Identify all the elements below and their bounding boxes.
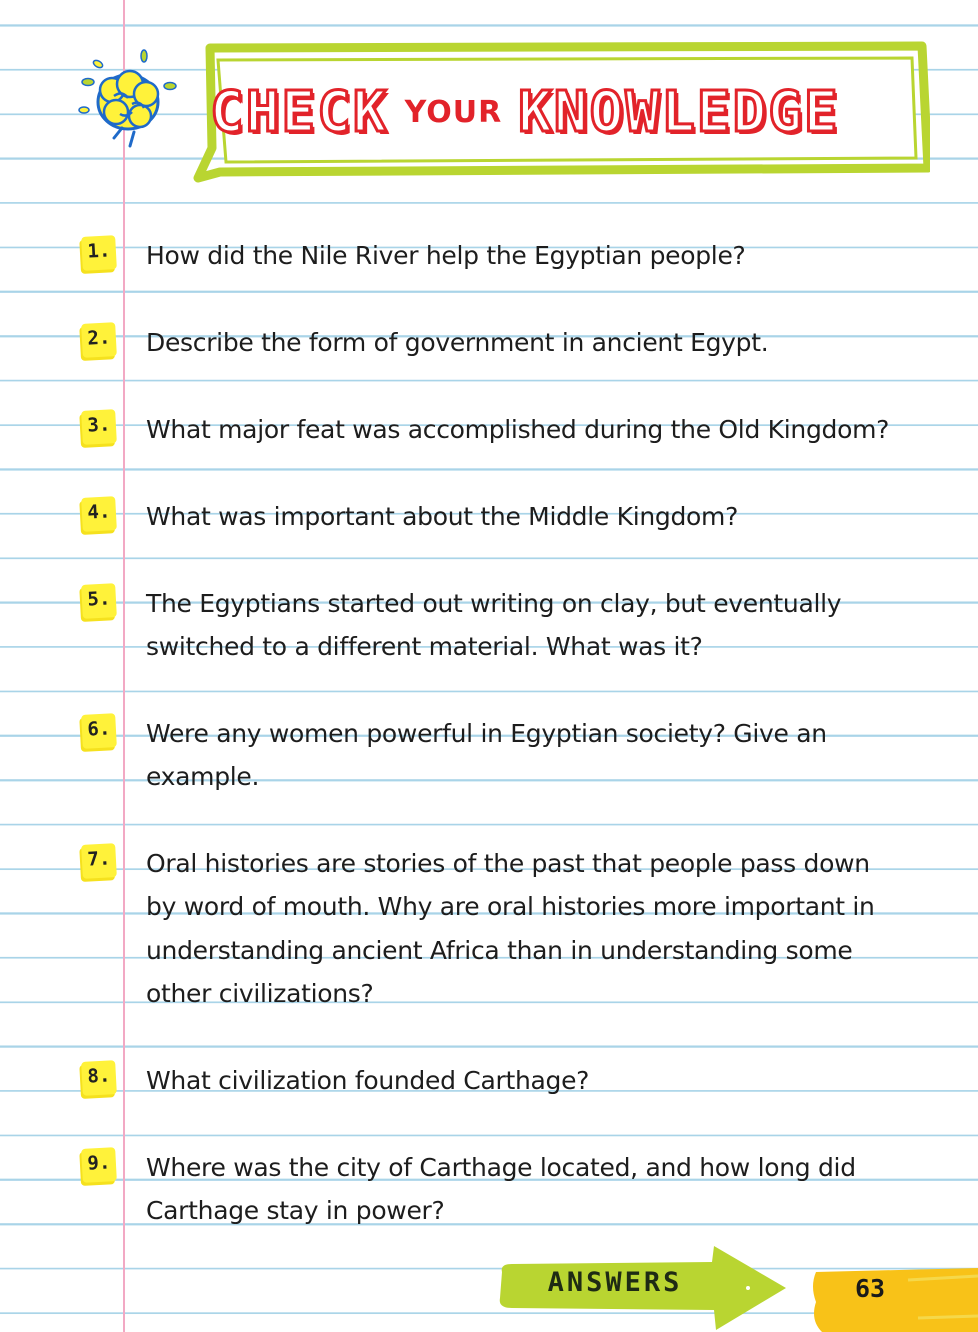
question-text: Were any women powerful in Egyptian society? Give an example.: [146, 719, 827, 792]
brain-icon: [70, 46, 190, 156]
page-number-tab: [808, 1262, 978, 1332]
question-number-badge: 2.: [81, 322, 117, 358]
question-number-badge: 1.: [81, 235, 117, 271]
question-number-badge: 6.: [81, 713, 117, 749]
page-title: [210, 62, 910, 162]
question-number-badge: 4.: [81, 496, 117, 532]
question-text: What was important about the Middle Kingdom?: [146, 502, 739, 531]
margin-line: [123, 0, 125, 1332]
question-text: What major feat was accomplished during the Old Kingdom?: [146, 415, 890, 444]
title-your: YOUR: [404, 94, 503, 130]
title-knowledge: KNOWLEDGE: [518, 79, 840, 145]
question-text: What civilization founded Carthage?: [146, 1066, 590, 1095]
question-number-badge: 3.: [81, 409, 117, 445]
answers-link[interactable]: [490, 1242, 790, 1332]
answers-label[interactable]: ANSWERS: [547, 1267, 683, 1298]
page-number: 63: [854, 1274, 886, 1303]
question-text: Describe the form of government in ancient Egypt.: [146, 328, 769, 357]
question-text: Where was the city of Carthage located, and how long did Carthage stay in power?: [146, 1153, 856, 1226]
question-text: The Egyptians started out writing on clay, but eventually switched to a different material. What was it?: [146, 589, 842, 662]
question-text: How did the Nile River help the Egyptian people?: [146, 241, 746, 270]
title-check: CHECK: [210, 79, 389, 145]
question-number-badge: 5.: [81, 583, 117, 619]
question-number-badge: 9.: [81, 1147, 117, 1183]
question-number-badge: 8.: [81, 1060, 117, 1096]
question-number-badge: 7.: [81, 843, 117, 879]
question-text: Oral histories are stories of the past that people pass down by word of mouth. Why are oral histories more important in understanding ancient Africa than in understanding some other civilizations?: [146, 849, 875, 1009]
